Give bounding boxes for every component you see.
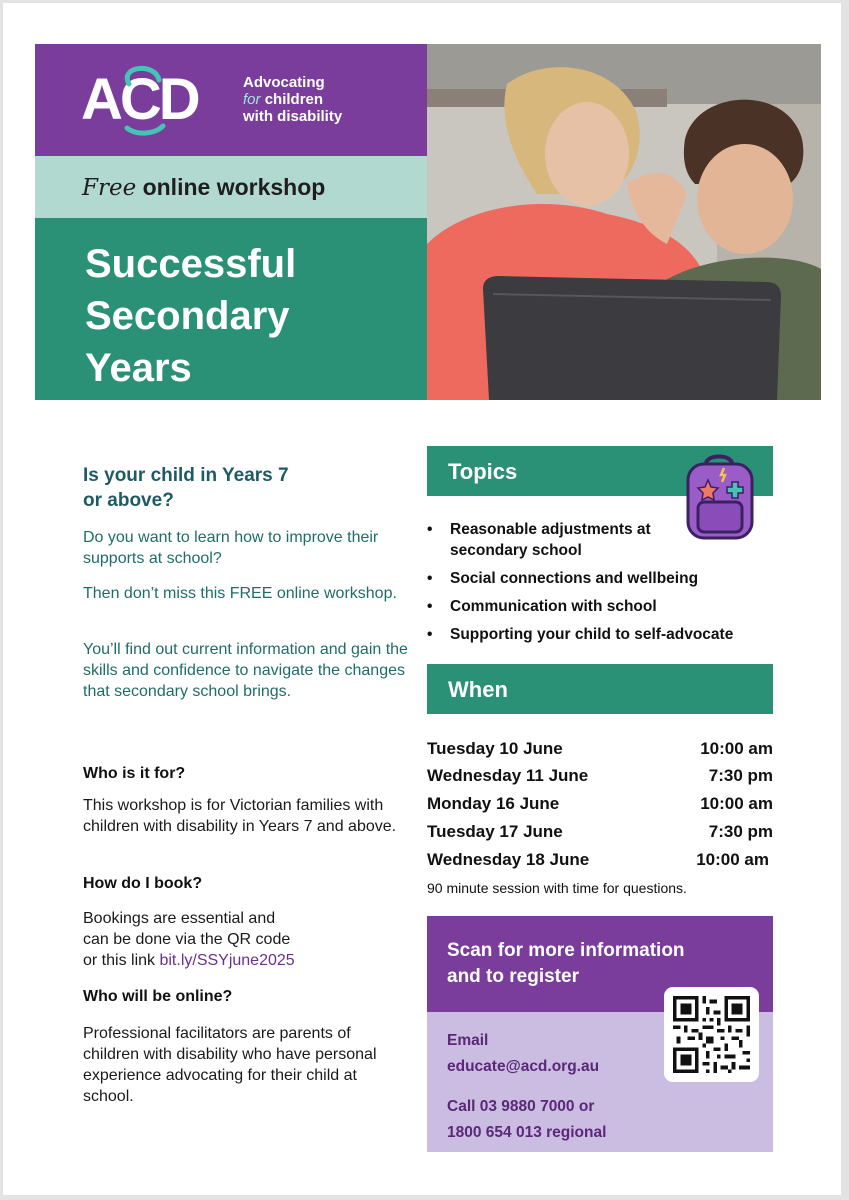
online-body: Professional facilitators are parents of children with disability who have personal experience advocating for their child at school.: [83, 1025, 377, 1105]
title-line-2: Secondary: [85, 294, 290, 338]
topic-item: • Social connections and wellbeing: [427, 568, 787, 589]
session-row: [427, 850, 773, 878]
photo-illustration: [427, 44, 821, 400]
session-row: [427, 739, 773, 767]
online-heading: Who will be online?: [83, 988, 233, 1005]
tagline-children: children: [264, 91, 324, 108]
who-for-heading: Who is it for?: [83, 765, 186, 782]
booking-line-3: [83, 950, 413, 971]
logo-swirl-icon: [115, 58, 175, 138]
topic-item: • Reasonable adjustments at secondary school: [427, 519, 675, 561]
tagline-line3: with disability: [243, 108, 343, 125]
session-time: 10:00 am: [700, 739, 773, 758]
topic-item: • Communication with school: [427, 596, 787, 617]
free-word: Free: [82, 175, 137, 201]
title-line-1: Successful: [85, 242, 297, 286]
tagline-for: for: [243, 91, 261, 108]
intro-para-3: You’ll find out current information and gain the skills and confidence to navigate the changes that secondary school brings.: [83, 641, 408, 700]
booking-link-prefix: or this link: [83, 952, 160, 969]
flyer-page: [3, 3, 841, 1195]
booking-line-2: can be done via the QR code: [83, 931, 291, 948]
booking-body: [83, 908, 413, 971]
session-day: Wednesday 11 June: [427, 766, 589, 785]
email-link[interactable]: educate@acd.org.au: [447, 1058, 600, 1075]
free-workshop-label: [82, 174, 325, 201]
intro-para-1: Do you want to learn how to improve their supports at school?: [83, 529, 379, 567]
register-heading-line1: Scan for more information: [447, 940, 685, 961]
register-heading: [447, 938, 747, 990]
booking-heading: How do I book?: [83, 875, 203, 892]
session-row: [427, 822, 773, 850]
phone-line-1: Call 03 9880 7000 or: [447, 1098, 595, 1115]
session-row: [427, 794, 773, 822]
session-day: Tuesday 17 June: [427, 822, 563, 841]
acd-logo: ACD: [81, 67, 198, 132]
intro-heading: [83, 463, 383, 513]
intro-heading-line2: or above?: [83, 490, 174, 511]
register-heading-line2: and to register: [447, 966, 579, 987]
intro-para-2: Then don’t miss this FREE online workshop.: [83, 585, 397, 602]
logo-banner: [35, 44, 427, 156]
topics-list: [427, 519, 787, 652]
free-workshop-banner: [35, 156, 427, 218]
tagline-line1: Advocating: [243, 74, 325, 91]
session-time: 7:30 pm: [708, 822, 773, 841]
session-time: 10:00 am: [696, 850, 769, 869]
email-label: Email: [447, 1032, 489, 1049]
booking-line-1: Bookings are essential and: [83, 910, 276, 927]
topic-item: • Supporting your child to self-advocate: [427, 624, 787, 645]
topics-heading: Topics: [448, 459, 518, 484]
qr-code-icon: [673, 996, 750, 1073]
qr-code-card[interactable]: [664, 987, 759, 1082]
when-heading: When: [448, 677, 508, 702]
intro-heading-line1: Is your child in Years 7: [83, 465, 289, 486]
logo-tagline: [243, 74, 342, 125]
title-banner: [35, 218, 427, 400]
when-banner: [427, 664, 773, 714]
session-day: Tuesday 10 June: [427, 739, 563, 758]
session-row: [427, 766, 773, 794]
session-time: 7:30 pm: [708, 766, 773, 785]
hero-photo: [427, 44, 821, 400]
session-day: Monday 16 June: [427, 794, 560, 813]
online-workshop-text: online workshop: [142, 174, 326, 200]
tagline-line2: [243, 91, 342, 108]
session-day: Wednesday 18 June: [427, 850, 590, 869]
title-line-3: Years: [85, 346, 192, 390]
phone-line-2: 1800 654 013 regional: [447, 1124, 607, 1141]
session-note: 90 minute session with time for questions.: [427, 880, 687, 896]
booking-link[interactable]: bit.ly/SSYjune2025: [159, 952, 295, 969]
session-time: 10:00 am: [700, 794, 773, 813]
who-for-body: This workshop is for Victorian families with children with disability in Years 7 and above.: [83, 797, 397, 835]
